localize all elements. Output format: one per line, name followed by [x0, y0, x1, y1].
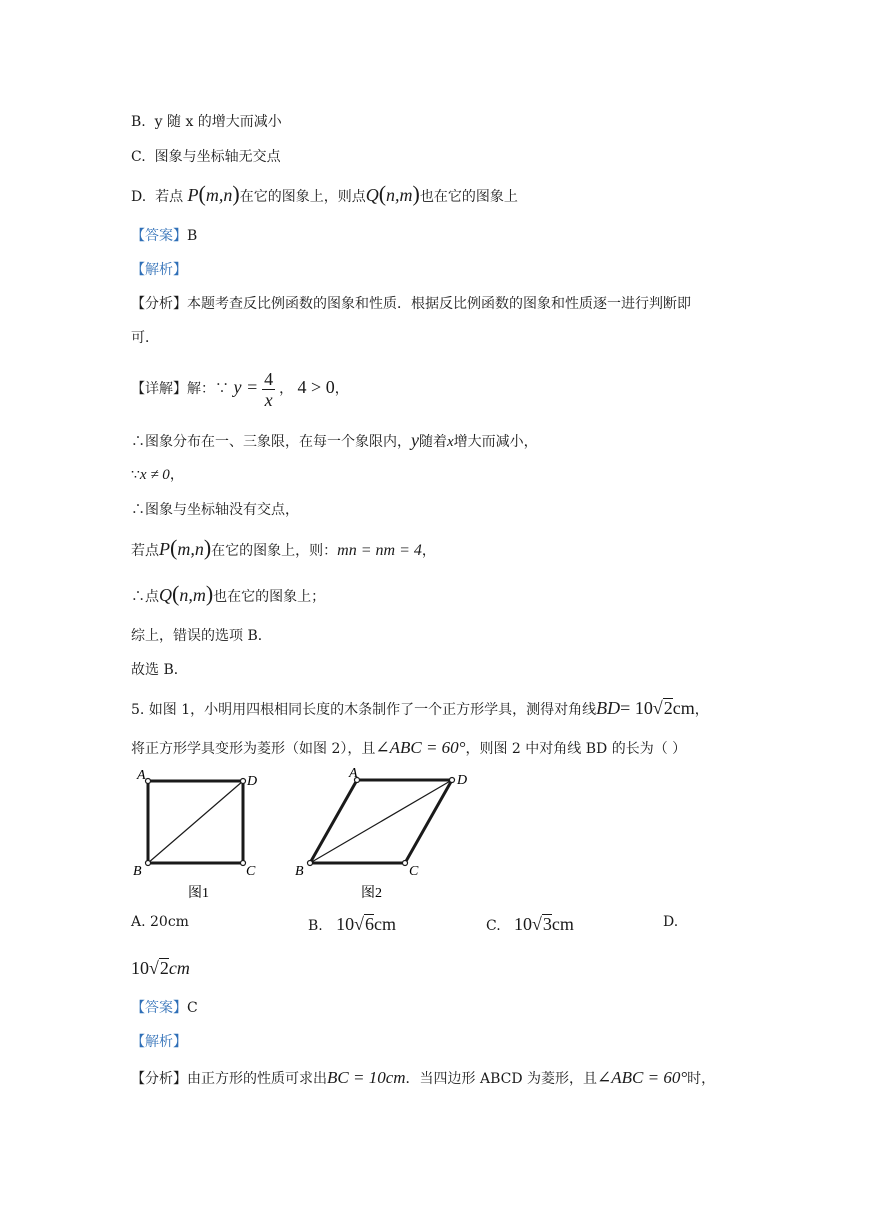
- vertex-label-d: D: [457, 773, 468, 788]
- fenxi-tag: 【分析】: [131, 296, 187, 312]
- text: ．当四边形 ABCD 为菱形，且: [405, 1071, 598, 1087]
- text: 将正方形学具变形为菱形（如图 2），且: [131, 741, 376, 757]
- option-c-line: [131, 147, 281, 167]
- answer-tag: 【答案】: [131, 1000, 187, 1016]
- answer-line: [131, 226, 197, 246]
- math-p: P: [187, 185, 199, 205]
- math-unit: cm: [168, 958, 190, 978]
- option-text: y 随 x 的增大而减小: [154, 114, 282, 130]
- math-nm: n,m: [386, 185, 413, 205]
- text: ，: [694, 702, 709, 718]
- detail-line-2: [131, 465, 184, 485]
- option-label: C.: [486, 918, 501, 934]
- math-angle: ∠ABC = 60°: [375, 738, 466, 757]
- detail-line: [131, 366, 349, 410]
- figure-1-square: [133, 768, 257, 879]
- vertex-label-c: C: [246, 864, 256, 879]
- text: 也在它的图象上；: [213, 589, 326, 605]
- figure-2-caption: 图2: [361, 886, 382, 901]
- analysis-2-tag: 【解析】: [131, 1034, 187, 1050]
- math-angle: ∠ABC = 60°: [597, 1068, 688, 1087]
- fenxi-line-2: 可．: [131, 330, 159, 346]
- math-unit: cm: [374, 914, 396, 934]
- math-coef: 10: [514, 914, 533, 934]
- fraction-denominator: x: [264, 389, 273, 410]
- text: 若点: [155, 189, 184, 205]
- math-y: y: [411, 430, 419, 450]
- text: ∵: [131, 467, 140, 483]
- text: 若点: [131, 543, 159, 559]
- text: ，则图 2 中对角线 BD 的长为（ ）: [465, 741, 687, 757]
- text: 解：∵: [187, 381, 229, 397]
- vertex-label-a: A: [349, 766, 358, 781]
- detail-line-4: 若点P(m,n)在它的图象上，则：mn = nm = 4，: [131, 535, 436, 560]
- answer-2-line: [131, 998, 198, 1018]
- math-coef: 10: [131, 958, 149, 978]
- text: 5. 如图 1，小明用四根相同长度的木条制作了一个正方形学具，测得对角线: [131, 702, 597, 718]
- text: 在它的图象上，则点: [239, 189, 366, 205]
- fenxi-2-line: [131, 1068, 715, 1089]
- text: 随着: [419, 434, 447, 450]
- vertex-label-b: B: [133, 864, 142, 879]
- math-eq: = 10: [620, 698, 653, 718]
- square-diagonal-bd: [148, 781, 243, 863]
- sqrt-content: 3: [542, 914, 552, 934]
- rhombus-diagonal-bd: [310, 780, 452, 863]
- fraction: [262, 369, 275, 410]
- detail-line-6: 综上，错误的选项 B．: [131, 628, 272, 644]
- text: 也在它的图象上: [419, 189, 518, 205]
- math-unit: cm: [551, 914, 574, 934]
- sqrt-content: 6: [365, 914, 374, 934]
- detail-line-1: [131, 430, 538, 452]
- math-bc: BC = 10cm: [327, 1068, 406, 1087]
- text: ，: [421, 543, 436, 559]
- answer-value: B: [187, 228, 198, 244]
- detail-line-5: ∴点Q(n,m)也在它的图象上；: [131, 581, 326, 606]
- answer-tag: 【答案】: [131, 228, 187, 244]
- option-d-line: D. 若点 P(m,n)在它的图象上，则点Q(n,m)也在它的图象上: [131, 181, 518, 206]
- math-nm: n,m: [179, 585, 206, 605]
- option-text: 图象与坐标轴无交点: [154, 149, 281, 165]
- text: 在它的图象上，则：: [211, 543, 338, 559]
- sqrt-content: 2: [663, 698, 673, 718]
- vertex-label-a: A: [137, 768, 146, 783]
- text: ，: [279, 381, 294, 397]
- sqrt-content: 2: [159, 958, 169, 978]
- detail-line-3: ∴图象与坐标轴没有交点，: [131, 502, 299, 518]
- math-eq: mn = nm = 4: [337, 542, 422, 559]
- figure-2-rhombus: [295, 766, 467, 879]
- vertex-label-c: C: [409, 864, 419, 879]
- option-d-value: 10√2cm: [131, 958, 190, 978]
- option-d-label: D.: [663, 914, 679, 930]
- question-5-line-1: 5. 如图 1，小明用四根相同长度的木条制作了一个正方形学具，测得对角线BD= 10√2cm，: [131, 698, 709, 718]
- text: 增大而减小，: [453, 434, 538, 450]
- text: 时，: [687, 1071, 716, 1087]
- math-q: Q: [365, 185, 379, 205]
- question-5-line-2: [131, 738, 686, 759]
- detail-tag: 【详解】: [131, 381, 187, 397]
- figure-1-caption: 图1: [188, 886, 209, 901]
- fraction-numerator: 4: [264, 368, 274, 389]
- option-label: D.: [131, 189, 147, 205]
- math-unit: cm: [672, 698, 695, 718]
- vertex-label-b: B: [295, 864, 304, 879]
- text: ，: [169, 467, 184, 483]
- math-ineq: 4 > 0: [297, 377, 335, 397]
- option-label: B.: [308, 918, 323, 934]
- option-b: B. 10√6cm: [308, 914, 396, 934]
- math-q: Q: [159, 585, 172, 605]
- math-p: P: [159, 539, 170, 559]
- math-x-neq: x ≠ 0: [139, 467, 170, 483]
- option-a: A. 20cm: [131, 914, 189, 930]
- text: ∴点: [131, 589, 159, 605]
- option-b-line: [131, 112, 282, 132]
- text: ，: [334, 381, 349, 397]
- fenxi-tag: 【分析】: [131, 1071, 187, 1087]
- math-coef: 10: [336, 914, 355, 934]
- math-y-eq: y =: [233, 377, 259, 397]
- answer-value: C: [187, 1000, 198, 1016]
- figures: [0, 762, 869, 902]
- detail-line-7: 故选 B．: [131, 662, 188, 678]
- text: ∴图象分布在一、三象限，在每一个象限内，: [131, 434, 411, 450]
- math-bd: BD: [596, 698, 621, 718]
- fenxi-line: [131, 294, 691, 314]
- option-label: B.: [131, 114, 146, 130]
- option-label: C.: [131, 149, 146, 165]
- option-c: C. 10√3cm: [486, 914, 574, 934]
- math-x: x: [447, 434, 454, 450]
- fenxi-text: 本题考查反比例函数的图象和性质．根据反比例函数的图象和性质逐一进行判断即: [187, 296, 691, 312]
- analysis-tag: 【解析】: [131, 262, 187, 278]
- math-mn: m,n: [205, 185, 233, 205]
- math-mn: m,n: [177, 539, 204, 559]
- text: 由正方形的性质可求出: [187, 1071, 327, 1087]
- vertex-label-d: D: [247, 774, 258, 789]
